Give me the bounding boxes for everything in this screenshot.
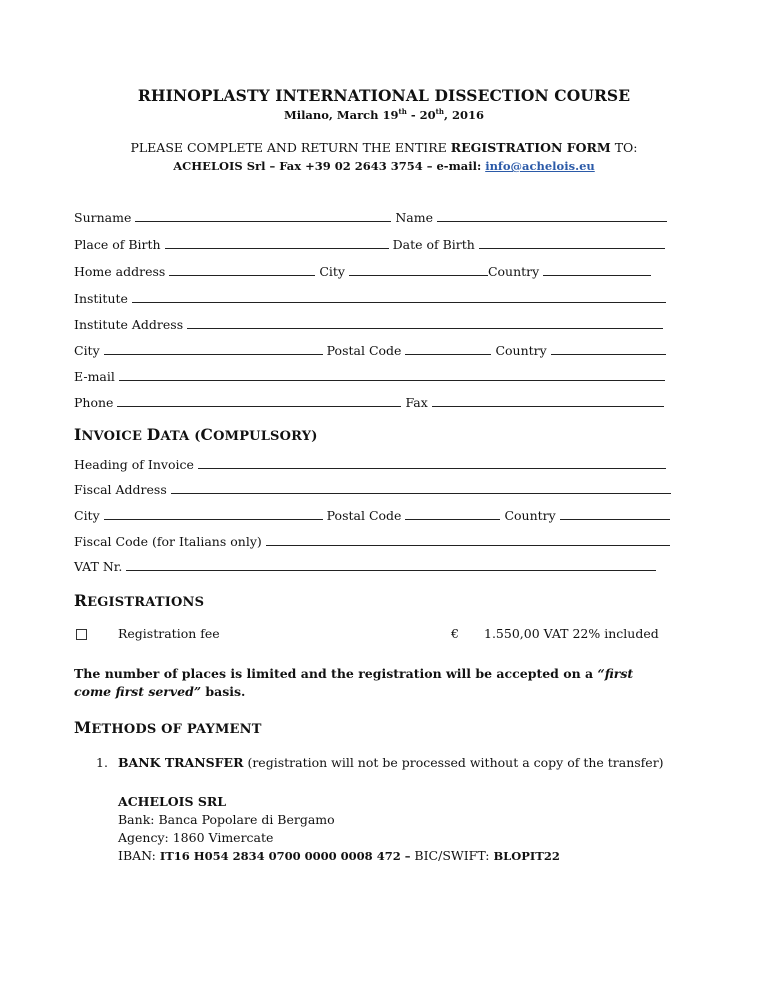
invoice-heading: INVOICE DATA (COMPULSORY) (74, 425, 318, 444)
course-date: Milano, March 19th - 20th, 2016 (283, 107, 485, 122)
email-label: E-mail (74, 369, 115, 384)
date-of-birth-label: Date of Birth (392, 237, 475, 252)
payment-heading: METHODS OF PAYMENT (74, 718, 262, 737)
institute-address-field[interactable] (187, 316, 663, 329)
email-link[interactable]: info@achelois.eu (485, 159, 595, 173)
fax-field[interactable] (432, 394, 664, 407)
city-label: City (319, 264, 345, 279)
name-label: Name (395, 210, 433, 225)
institute-address-label: Institute Address (74, 317, 184, 332)
row-fiscal-code (74, 531, 668, 549)
postal-code-label: Postal Code (326, 343, 402, 358)
city2-label: City (74, 343, 100, 358)
place-of-birth-label: Place of Birth (74, 237, 161, 252)
places-limited-note: The number of places is limited and the registration will be accepted on a “first come first served” basis. (74, 666, 634, 699)
bank-name: Bank: Banca Popolare di Bergamo (118, 812, 335, 827)
fiscal-code-label: Fiscal Code (for Italians only) (74, 534, 262, 549)
fiscal-code-field[interactable] (266, 533, 670, 546)
row-fiscal-address (74, 479, 668, 497)
invoice-city-field[interactable] (104, 507, 323, 520)
registration-fee-amount: 1.550,00 VAT 22% included (484, 626, 659, 641)
home-address-field[interactable] (169, 263, 315, 276)
email-field[interactable] (119, 368, 665, 381)
row-institute (74, 288, 668, 306)
invoice-city-label: City (74, 508, 100, 523)
city2-field[interactable] (104, 342, 323, 355)
company-name: ACHELOIS SRL (118, 794, 227, 809)
country-label: Country (487, 264, 540, 279)
fiscal-address-label: Fiscal Address (74, 482, 167, 497)
place-of-birth-field[interactable] (165, 236, 389, 249)
row-heading-of-invoice (74, 454, 668, 472)
row-home-address (74, 261, 668, 279)
city-field[interactable] (349, 263, 488, 276)
row-vat (74, 556, 668, 574)
fax-label: Fax (405, 395, 428, 410)
country2-label: Country (495, 343, 547, 358)
row-institute-city (74, 340, 668, 358)
invoice-postal-code-field[interactable] (405, 507, 500, 520)
bank-transfer-item: 1. BANK TRANSFER (registration will not be processed without a copy of the transfer) (96, 755, 664, 770)
invoice-postal-code-label: Postal Code (326, 508, 402, 523)
fiscal-address-field[interactable] (171, 481, 671, 494)
registration-fee-label: Registration fee (118, 626, 220, 641)
surname-field[interactable] (135, 209, 391, 222)
row-invoice-city (74, 505, 668, 523)
name-field[interactable] (437, 209, 667, 222)
agency: Agency: 1860 Vimercate (118, 830, 274, 845)
iban-line: IBAN: IT16 H054 2834 0700 0000 0008 472 – BIC/SWIFT: BLOPIT22 (118, 848, 560, 863)
country-field[interactable] (543, 263, 651, 276)
phone-label: Phone (74, 395, 114, 410)
postal-code-field[interactable] (405, 342, 491, 355)
row-surname-name (74, 207, 668, 225)
row-email (74, 366, 668, 384)
institute-label: Institute (74, 291, 128, 306)
contact-line: ACHELOIS Srl – Fax +39 02 2643 3754 – e-mail: info@achelois.eu (173, 159, 595, 173)
row-institute-address (74, 314, 668, 332)
registrations-heading: REGISTRATIONS (74, 591, 205, 610)
heading-of-invoice-label: Heading of Invoice (74, 457, 194, 472)
registration-fee-checkbox[interactable] (76, 629, 87, 640)
vat-field[interactable] (126, 558, 656, 571)
row-phone-fax (74, 392, 668, 410)
phone-field[interactable] (117, 394, 401, 407)
currency-symbol: € (451, 626, 459, 641)
surname-label: Surname (74, 210, 132, 225)
date-of-birth-field[interactable] (479, 236, 665, 249)
heading-of-invoice-field[interactable] (198, 456, 666, 469)
course-title: RHINOPLASTY INTERNATIONAL DISSECTION COURSE (137, 86, 631, 105)
invoice-country-label: Country (504, 508, 556, 523)
row-birth (74, 234, 668, 252)
invoice-country-field[interactable] (560, 507, 670, 520)
registration-fee-row (74, 626, 674, 644)
country2-field[interactable] (551, 342, 666, 355)
institute-field[interactable] (132, 290, 666, 303)
instruction-text: PLEASE COMPLETE AND RETURN THE ENTIRE REGISTRATION FORM TO: (130, 140, 638, 155)
vat-label: VAT Nr. (74, 559, 123, 574)
home-address-label: Home address (74, 264, 166, 279)
